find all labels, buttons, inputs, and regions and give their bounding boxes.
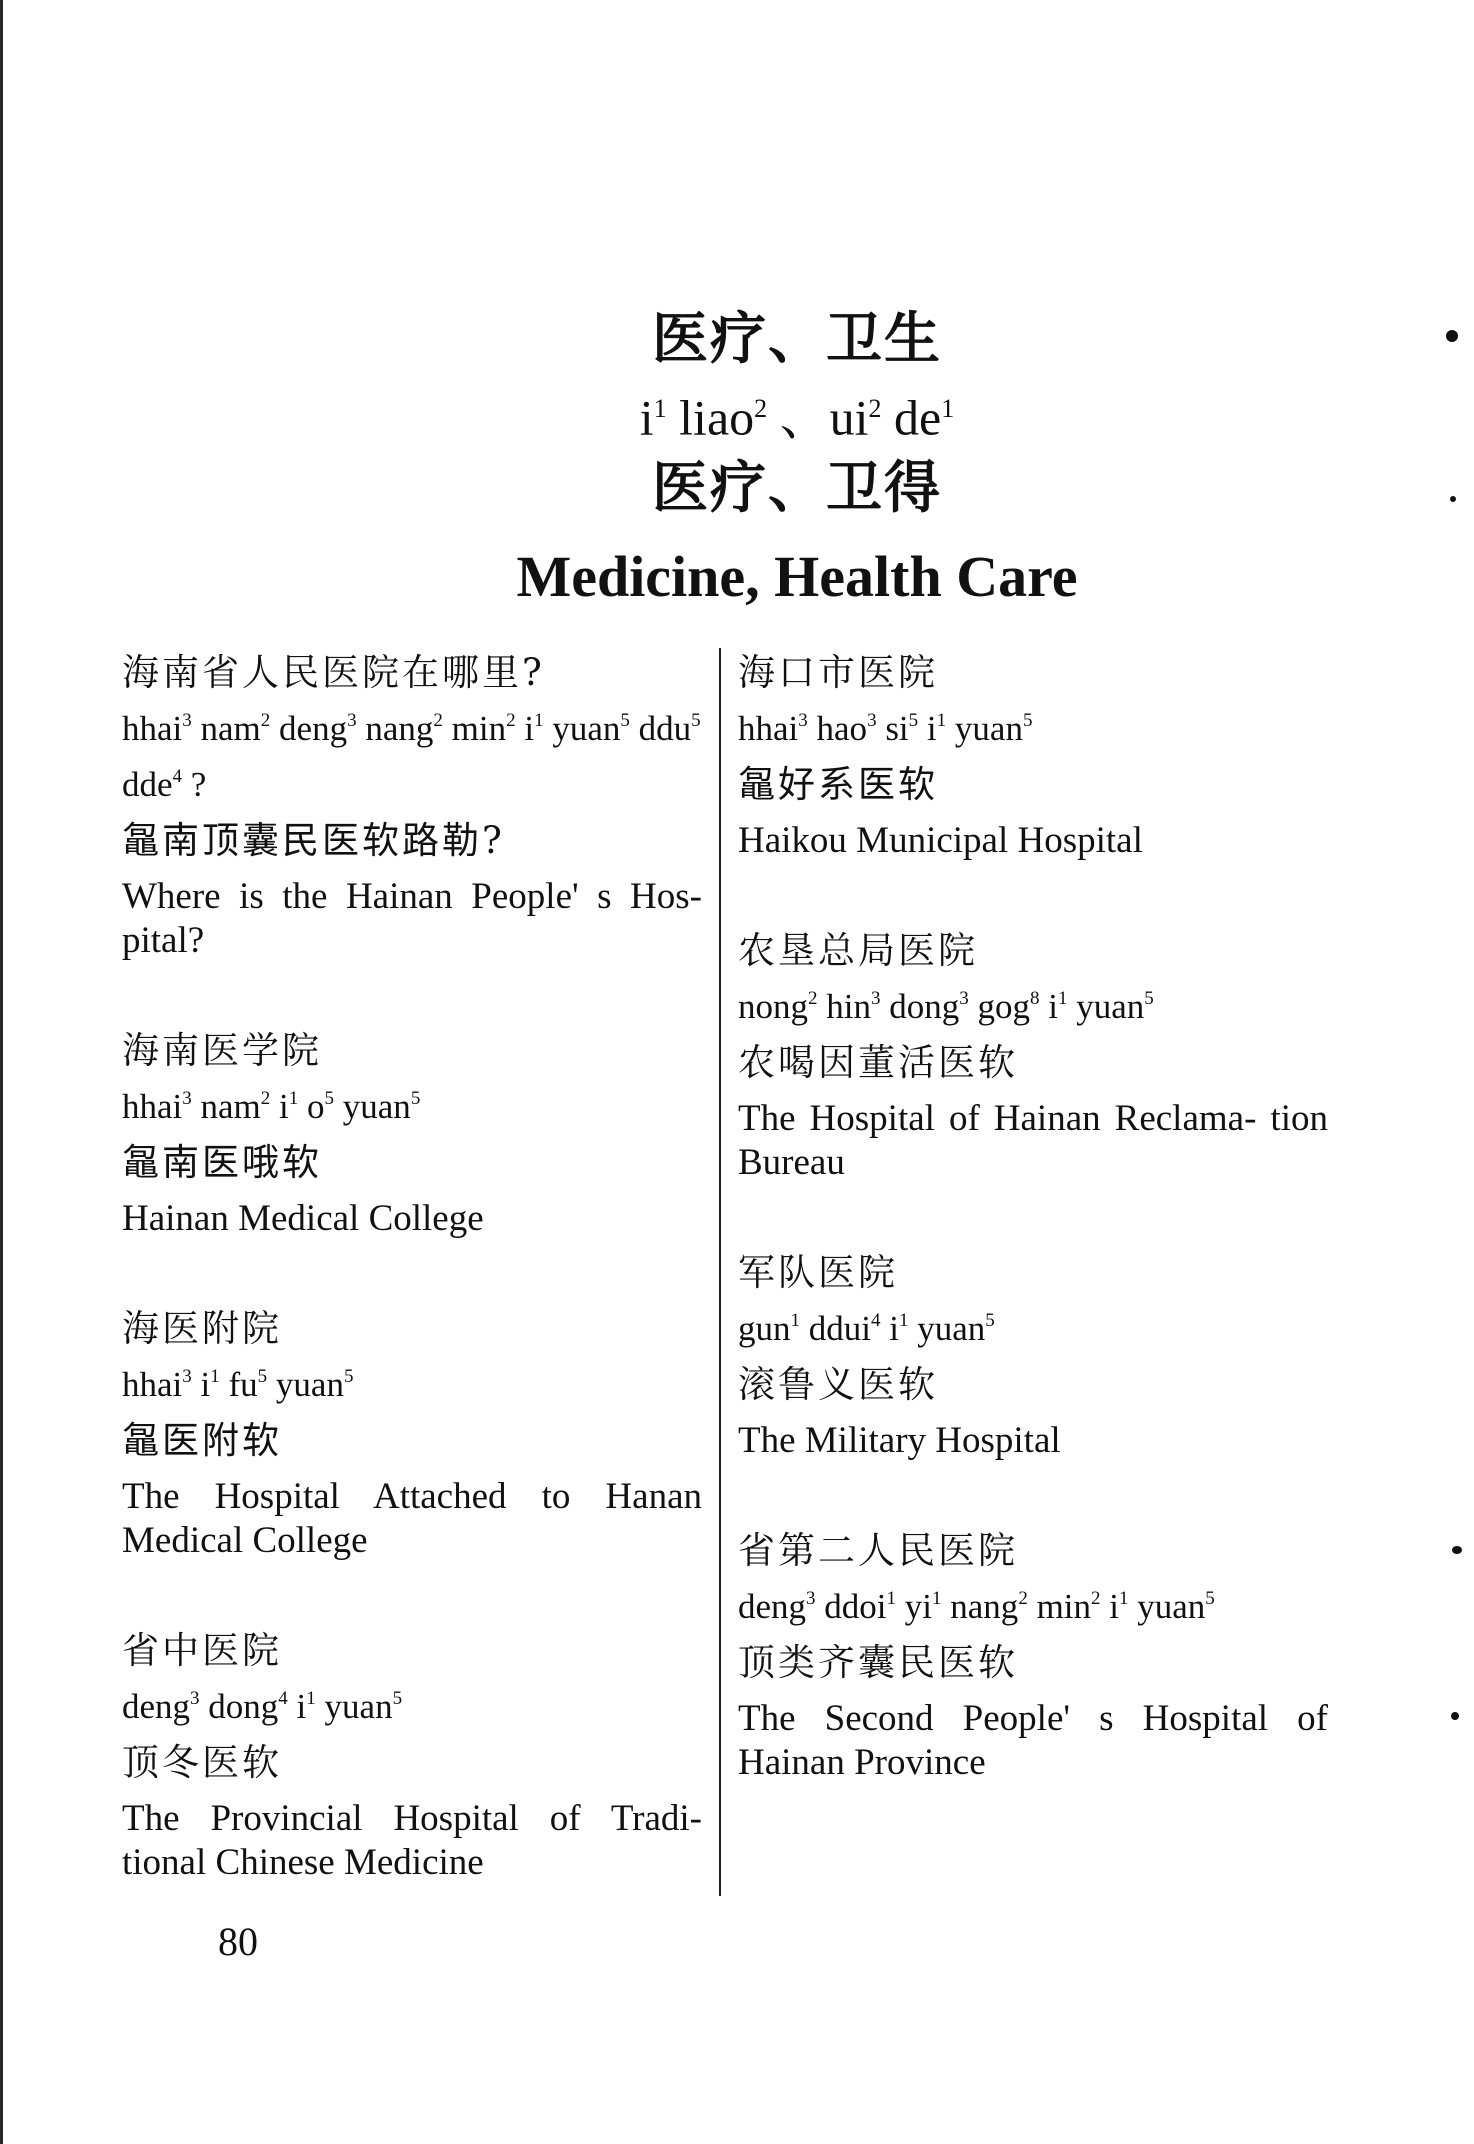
tone-number: 2 <box>260 1088 271 1109</box>
tone-number: 2 <box>868 394 882 423</box>
margin-speck <box>1452 1546 1462 1554</box>
section-header <box>0 300 1474 627</box>
phrase-entry <box>122 1023 702 1241</box>
margin-speck <box>1450 496 1456 502</box>
syllable: hin <box>817 987 871 1026</box>
chinese-phrase: 省中医院 <box>122 1629 282 1672</box>
tone-number: 2 <box>506 710 516 731</box>
tone-number: 4 <box>278 1688 288 1709</box>
syllable: ddu <box>629 709 692 748</box>
tone-number: 5 <box>324 1088 335 1109</box>
tone-number: 1 <box>932 1588 942 1609</box>
romanization <box>738 979 1328 1035</box>
tone-number: 1 <box>534 710 544 731</box>
syllable: hhai <box>122 1365 183 1404</box>
syllable: gun <box>738 1309 791 1348</box>
syllable: nong <box>738 987 808 1026</box>
tone-number: 1 <box>790 1310 800 1331</box>
syllable: fu <box>219 1365 258 1404</box>
syllable: i <box>918 709 937 748</box>
syllable: hao <box>807 709 868 748</box>
tone-number: 1 <box>1057 988 1068 1009</box>
page-number: 80 <box>218 1919 258 1964</box>
english-translation: Hainan Medical College <box>122 1198 484 1239</box>
syllable: nang <box>941 1587 1019 1626</box>
syllable: hhai <box>738 709 799 748</box>
syllable: nam <box>191 709 261 748</box>
syllable: deng <box>270 709 348 748</box>
hainanese-phrase: 𪓟医附软 <box>122 1419 282 1462</box>
tone-number: 1 <box>936 710 947 731</box>
syllable: dong <box>199 1687 279 1726</box>
syllable: yuan <box>946 709 1023 748</box>
syllable: i <box>1100 1587 1119 1626</box>
syllable: yuan <box>1067 987 1145 1026</box>
english-translation: The Hospital Attached to Hanan Medical College <box>122 1476 702 1561</box>
tone-number: 5 <box>1144 988 1154 1009</box>
phrase-entry <box>738 1523 1328 1785</box>
syllable: yi <box>896 1587 933 1626</box>
romanization <box>122 701 702 813</box>
syllable: o <box>298 1087 325 1126</box>
tone-number: 2 <box>260 710 271 731</box>
romanization <box>122 1679 702 1735</box>
syllable: nam <box>191 1087 261 1126</box>
column-divider <box>719 648 721 1896</box>
hainanese-phrase: 𪓟南医哦软 <box>122 1141 322 1184</box>
right-column <box>738 645 1328 1845</box>
syllable: yuan <box>267 1365 344 1404</box>
phrase-entry <box>738 923 1328 1185</box>
syllable: de <box>881 389 942 446</box>
syllable: i <box>515 709 535 748</box>
tone-number: 8 <box>1029 988 1040 1009</box>
hainanese-phrase: 农喝因董活医软 <box>738 1041 1018 1084</box>
tone-number: 2 <box>1018 1588 1028 1609</box>
margin-speck <box>1446 330 1458 342</box>
tone-number: 5 <box>985 1310 995 1331</box>
syllable: liao <box>666 389 755 446</box>
chinese-phrase: 省第二人民医院 <box>738 1529 1018 1572</box>
syllable: i <box>191 1365 211 1404</box>
syllable: deng <box>122 1687 191 1726</box>
section-title-chinese: 医疗、卫生 <box>652 306 942 372</box>
tone-number: 4 <box>870 1310 881 1331</box>
tone-number: 3 <box>347 710 357 731</box>
section-title-romanization <box>120 378 1474 449</box>
syllable: min <box>1027 1587 1092 1626</box>
syllable: i <box>287 1687 307 1726</box>
tone-number: 3 <box>806 1588 816 1609</box>
tone-number: 3 <box>798 710 808 731</box>
chinese-phrase: 农垦总局医院 <box>738 929 978 972</box>
phrase-entry <box>122 1623 702 1885</box>
syllable: yuan <box>315 1687 393 1726</box>
tone-number: 5 <box>908 710 919 731</box>
hainanese-phrase: 顶类齐囊民医软 <box>738 1641 1018 1684</box>
phrase-entry <box>738 645 1328 863</box>
hainanese-phrase: 𪓟南顶囊民医软路勒? <box>122 819 505 862</box>
syllable: i <box>1039 987 1058 1026</box>
syllable: si <box>876 709 909 748</box>
tone-number: 1 <box>886 1588 897 1609</box>
chinese-phrase: 海南省人民医院在哪里? <box>122 651 545 694</box>
syllable: min <box>442 709 507 748</box>
tone-number: 3 <box>867 710 877 731</box>
english-translation: The Second People' s Hospital of Hainan Province <box>738 1698 1328 1783</box>
syllable: yuan <box>334 1087 411 1126</box>
tone-number: 3 <box>182 1088 192 1109</box>
tone-number: 1 <box>288 1088 299 1109</box>
tone-number: 2 <box>754 394 768 423</box>
phrase-entry <box>122 1301 702 1563</box>
romanization <box>122 1357 702 1413</box>
section-title-english: Medicine, Health Care <box>516 543 1078 609</box>
syllable: 、ui <box>767 389 869 446</box>
tone-number: 2 <box>433 710 443 731</box>
tone-number: 5 <box>392 1688 403 1709</box>
section-title-hainanese: 医疗、卫得 <box>652 454 942 521</box>
tone-number: 4 <box>172 766 183 787</box>
romanization <box>738 1301 1328 1357</box>
phrase-entry <box>738 1245 1328 1463</box>
left-column <box>122 645 702 1945</box>
tone-number: 5 <box>620 710 630 731</box>
syllable: yuan <box>908 1309 986 1348</box>
syllable: ddui <box>800 1309 871 1348</box>
tone-number: 1 <box>306 1688 316 1709</box>
syllable: nang <box>356 709 434 748</box>
phrase-entry <box>122 645 702 963</box>
tone-number: 2 <box>808 988 818 1009</box>
english-translation: Where is the Hainan People' s Hos- pital? <box>122 876 702 961</box>
tone-number: 5 <box>691 710 701 731</box>
tone-number: 3 <box>182 1366 192 1387</box>
english-translation: The Provincial Hospital of Tradi- tional Chinese Medicine <box>122 1798 702 1883</box>
romanization <box>738 701 1328 757</box>
syllable: i <box>880 1309 899 1348</box>
syllable: ddoi <box>815 1587 887 1626</box>
tone-number: 3 <box>182 710 192 731</box>
syllable: dong <box>880 987 960 1026</box>
margin-speck <box>1451 1712 1459 1720</box>
hainanese-phrase: 𪓟好系医软 <box>738 763 938 806</box>
tone-number: 5 <box>410 1088 421 1109</box>
english-translation: Haikou Municipal Hospital <box>738 820 1143 861</box>
chinese-phrase: 海南医学院 <box>122 1029 322 1072</box>
tone-number: 1 <box>653 394 667 423</box>
syllable: yuan <box>543 709 621 748</box>
romanization <box>122 1079 702 1135</box>
tone-number: 5 <box>257 1366 268 1387</box>
tone-number: 1 <box>1119 1588 1129 1609</box>
chinese-phrase: 海医附院 <box>122 1307 282 1350</box>
syllable: hhai <box>122 1087 183 1126</box>
english-translation: The Hospital of Hainan Reclama- tion Bureau <box>738 1098 1328 1183</box>
tone-number: 2 <box>1091 1588 1101 1609</box>
hainanese-phrase: 顶冬医软 <box>122 1741 282 1784</box>
chinese-phrase: 海口市医院 <box>738 651 938 694</box>
tone-number: 1 <box>898 1310 909 1331</box>
syllable: hhai <box>122 709 183 748</box>
tone-number: 3 <box>959 988 969 1009</box>
english-translation: The Military Hospital <box>738 1420 1061 1461</box>
tone-number: 1 <box>941 394 955 423</box>
romanization <box>738 1579 1328 1635</box>
tone-number: 5 <box>1205 1588 1215 1609</box>
tone-number: 5 <box>1022 710 1033 731</box>
syllable: i <box>270 1087 289 1126</box>
chinese-phrase: 军队医院 <box>738 1251 898 1294</box>
syllable: dde <box>122 765 173 804</box>
tone-number: 3 <box>870 988 881 1009</box>
syllable: deng <box>738 1587 807 1626</box>
tone-number: 3 <box>190 1688 200 1709</box>
tone-number: 5 <box>343 1366 354 1387</box>
syllable: ? <box>182 765 207 804</box>
syllable: yuan <box>1128 1587 1206 1626</box>
syllable: i <box>639 389 654 446</box>
hainanese-phrase: 滚鲁义医软 <box>738 1363 938 1406</box>
syllable: gog <box>968 987 1030 1026</box>
tone-number: 1 <box>210 1366 220 1387</box>
